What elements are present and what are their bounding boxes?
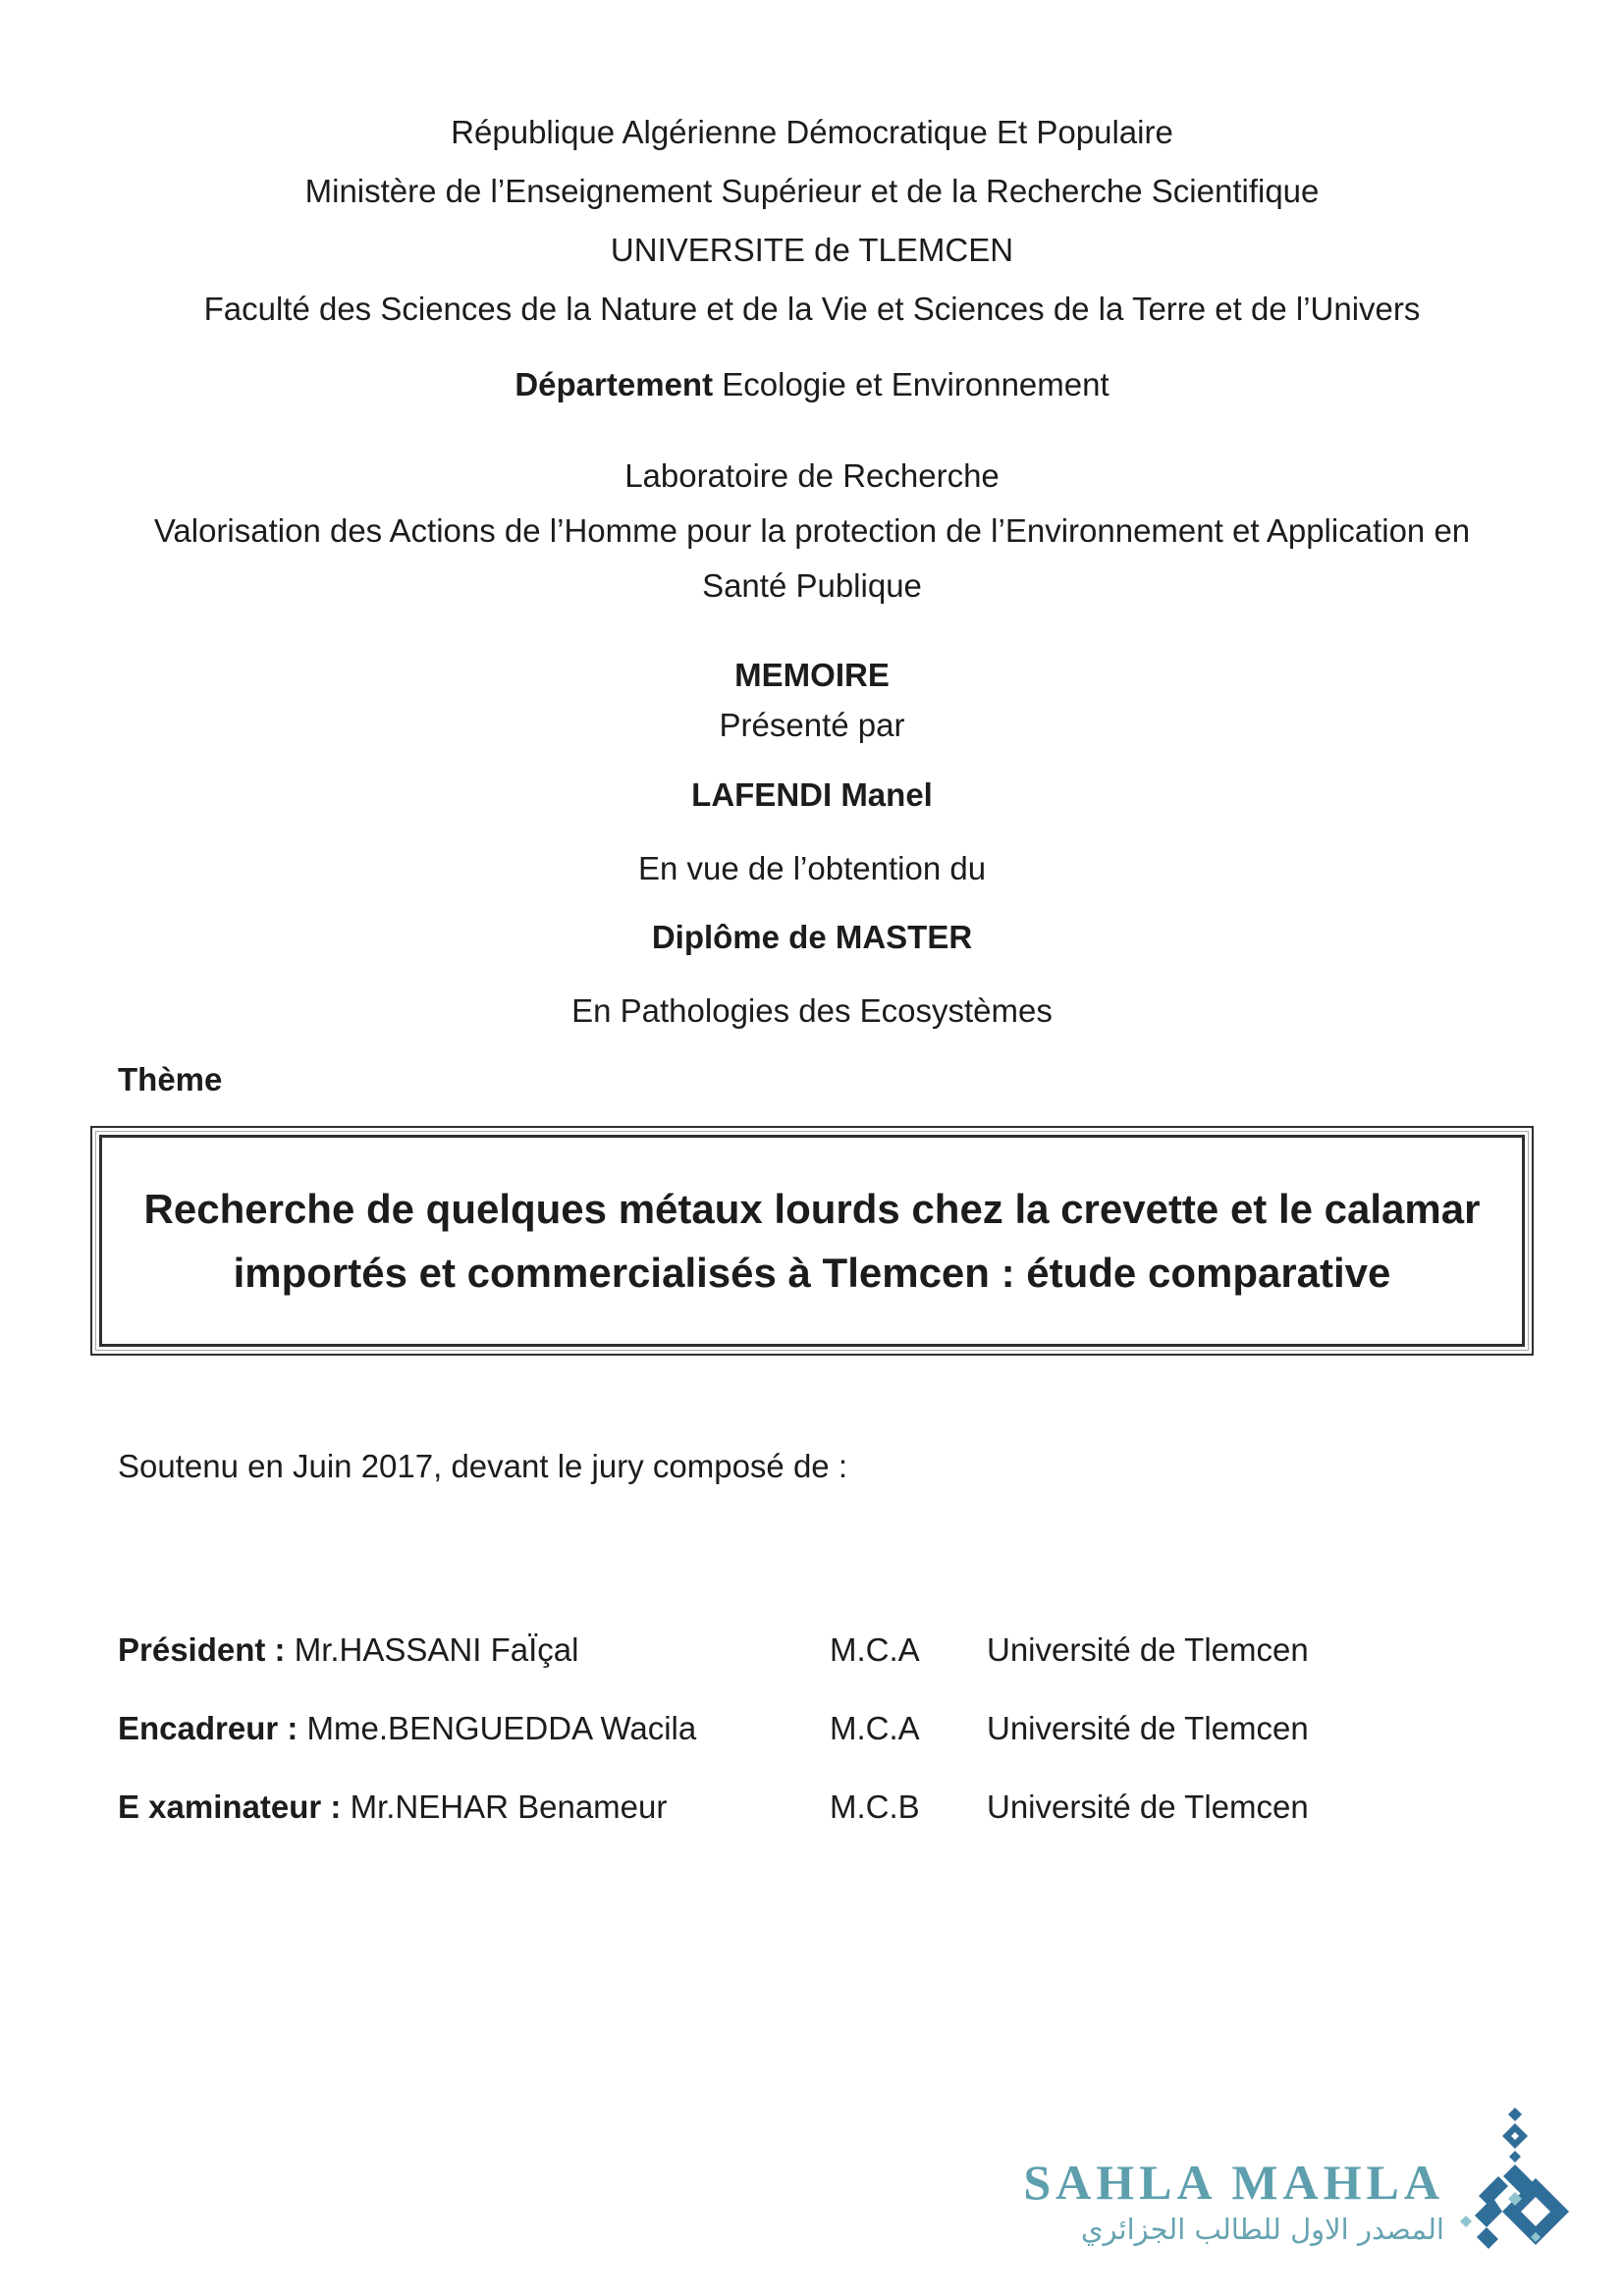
defense-statement: Soutenu en Juin 2017, devant le jury composé de :	[118, 1448, 847, 1484]
department-name: Ecologie et Environnement	[713, 366, 1110, 402]
memoire-heading: MEMOIRE	[734, 657, 890, 693]
brand-name: SAHLA MAHLA	[1023, 2155, 1444, 2210]
jury-university: Université de Tlemcen	[987, 1710, 1309, 1746]
jury-grade: M.C.A	[830, 1710, 920, 1746]
jury-member-name: Mr.NEHAR Benameur	[341, 1789, 668, 1825]
sahla-mahla-logo	[1023, 2106, 1570, 2253]
jury-role: Encadreur :	[118, 1710, 298, 1746]
jury-row	[118, 1786, 1534, 1829]
diploma-line: Diplôme de MASTER	[651, 919, 973, 955]
institution-header	[90, 103, 1534, 339]
laboratory-line: Valorisation des Actions de l’Homme pour la protection de l’Environnement et Application en	[153, 512, 1471, 549]
faculty-line: Faculté des Sciences de la Nature et de la Vie et Sciences de la Terre et de l’Univers	[203, 291, 1421, 327]
jury-row	[118, 1707, 1534, 1750]
ministry-line: Ministère de l’Enseignement Supérieur et de la Recherche Scientifique	[304, 173, 1320, 209]
calligraphy-icon	[1454, 2106, 1570, 2253]
laboratory-line: Laboratoire de Recherche	[624, 457, 1000, 494]
department-label: Département	[514, 366, 714, 402]
thesis-title-box-inner-border	[99, 1135, 1525, 1347]
laboratory-block	[90, 449, 1534, 614]
jury-university: Université de Tlemcen	[987, 1631, 1309, 1668]
department-line	[90, 360, 1534, 409]
university-line: UNIVERSITE de TLEMCEN	[610, 232, 1014, 268]
thesis-title-box-middle-border	[95, 1131, 1529, 1351]
brand-text-block	[1023, 2157, 1444, 2253]
brand-tagline-arabic: المصدر الاول للطالب الجزائري	[1080, 2213, 1444, 2246]
jury-university: Université de Tlemcen	[987, 1789, 1309, 1825]
thesis-title: Recherche de quelques métaux lourds chez la crevette et le calamar importés et commercialisés à Tlemcen : étude comparative	[143, 1186, 1481, 1296]
presented-by-line: Présenté par	[719, 707, 905, 743]
theme-label: Thème	[118, 1061, 223, 1097]
jury-member	[118, 1629, 830, 1672]
purpose-line: En vue de l’obtention du	[637, 850, 987, 886]
republic-line: République Algérienne Démocratique Et Populaire	[451, 114, 1173, 150]
speciality-line: En Pathologies des Ecosystèmes	[571, 992, 1053, 1029]
jury-member-name: Mme.BENGUEDDA Wacila	[298, 1710, 697, 1746]
jury-role: E xaminateur :	[118, 1789, 342, 1825]
jury-list	[118, 1629, 1534, 1829]
jury-role: Président :	[118, 1631, 286, 1668]
thesis-title-box	[90, 1126, 1534, 1356]
jury-grade: M.C.A	[830, 1631, 920, 1668]
jury-member-name: Mr.HASSANI FaÏçal	[285, 1631, 579, 1668]
jury-member	[118, 1786, 830, 1829]
jury-grade: M.C.B	[830, 1789, 920, 1825]
jury-member	[118, 1707, 830, 1750]
jury-row	[118, 1629, 1534, 1672]
author-name: LAFENDI Manel	[691, 776, 933, 813]
laboratory-line: Santé Publique	[702, 567, 922, 604]
